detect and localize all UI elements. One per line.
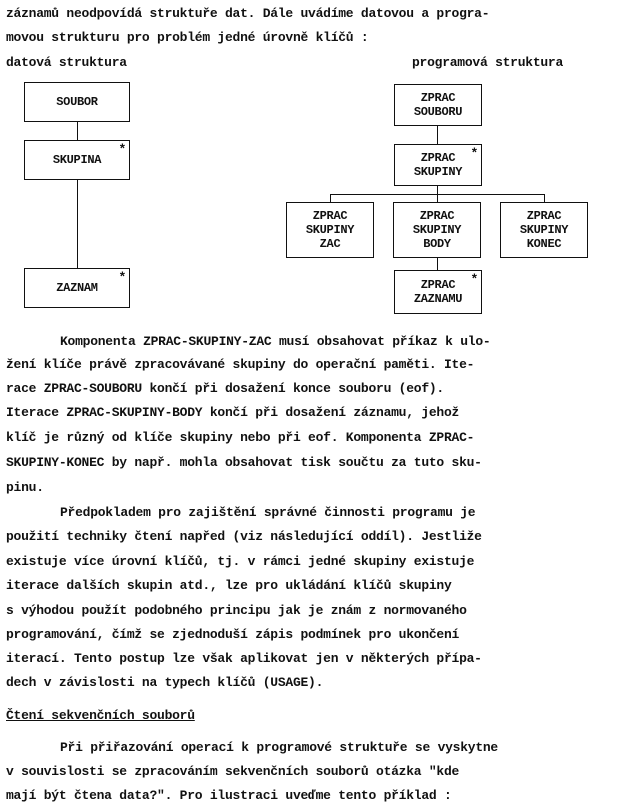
text-line: iterací. Tento postup lze však aplikovat jen v některých přípa- (6, 651, 482, 666)
text-line: SKUPINY-KONEC by např. mohla obsahovat tisk součtu za tuto sku- (6, 455, 482, 470)
text-line: klíč je různý od klíče skupiny nebo při eof. Komponenta ZPRAC- (6, 430, 475, 445)
diagram-box-zprac-zaznamu (394, 270, 482, 314)
connector-line (77, 122, 78, 140)
text-line: Iterace ZPRAC-SKUPINY-BODY končí při dosažení záznamu, jehož (6, 405, 460, 420)
text-line: s výhodou použít podobného principu jak je znám z normovaného (6, 603, 467, 618)
connector-line (77, 180, 78, 268)
diagram-box-soubor (24, 82, 130, 122)
box-label: ZPRAC ZAZNAMU (413, 278, 463, 306)
text-line: programování, čímž se zjednoduší zápis podmínek pro ukončení (6, 627, 460, 642)
diagram-box-zprac-souboru (394, 84, 482, 126)
text-line: race ZPRAC-SOUBORU končí při dosažení konce souboru (eof). (6, 381, 444, 396)
box-label: SKUPINA (52, 153, 102, 167)
text-line: iterace dalších skupin atd., lze pro ukládání klíčů skupiny (6, 578, 452, 593)
connector-line (437, 194, 438, 202)
box-label: SOUBOR (56, 95, 98, 109)
diagram-box-skupina (24, 140, 130, 180)
connector-line (330, 194, 331, 202)
iteration-star: * (470, 146, 478, 161)
iteration-star: * (470, 272, 478, 287)
program-structure-label: programová struktura (412, 55, 564, 70)
iteration-star: * (118, 142, 126, 157)
section-heading: Čtení sekvenčních souborů (6, 708, 195, 723)
box-label: ZPRAC SKUPINY (413, 151, 463, 179)
text-line: Předpokladem pro zajištění správné činnosti programu je (60, 505, 476, 520)
data-structure-label: datová struktura (6, 55, 127, 70)
text-line: pinu. (6, 480, 44, 495)
text-line: v souvislosti se zpracováním sekvenčních souborů otázka "kde (6, 764, 460, 779)
text-line: existuje více úrovní klíčů, tj. v rámci jedné skupiny existuje (6, 554, 475, 569)
iteration-star: * (118, 270, 126, 285)
box-label: ZAZNAM (56, 281, 98, 295)
diagram-box-zaznam (24, 268, 130, 308)
diagram-box-zprac-skupiny (394, 144, 482, 186)
connector-line (437, 186, 438, 194)
box-label: ZPRAC SKUPINY KONEC (519, 209, 569, 251)
text-line: použití techniky čtení napřed (viz následující oddíl). Jestliže (6, 529, 482, 544)
text-line: mají být čtena data?". Pro ilustraci uveďme tento příklad : (6, 788, 452, 803)
connector-line (437, 258, 438, 270)
text-line: movou strukturu pro problém jedné úrovně klíčů : (6, 30, 369, 45)
diagram-box-zprac-skupiny-zac (286, 202, 374, 258)
text-line: žení klíče právě zpracovávané skupiny do operační paměti. Ite- (6, 357, 475, 372)
box-label: ZPRAC SKUPINY BODY (412, 209, 462, 251)
text-line: záznamů neodpovídá struktuře dat. Dále uvádíme datovou a progra- (6, 6, 490, 21)
box-label: ZPRAC SKUPINY ZAC (305, 209, 355, 251)
text-line: Při přiřazování operací k programové struktuře se vyskytne (60, 740, 498, 755)
text-line: Komponenta ZPRAC-SKUPINY-ZAC musí obsahovat příkaz k ulo- (60, 334, 491, 349)
box-label: ZPRAC SOUBORU (413, 91, 463, 119)
diagram-box-zprac-skupiny-konec (500, 202, 588, 258)
diagram-box-zprac-skupiny-body (393, 202, 481, 258)
connector-line (437, 126, 438, 144)
text-line: dech v závislosti na typech klíčů (USAGE). (6, 675, 324, 690)
connector-line (544, 194, 545, 202)
